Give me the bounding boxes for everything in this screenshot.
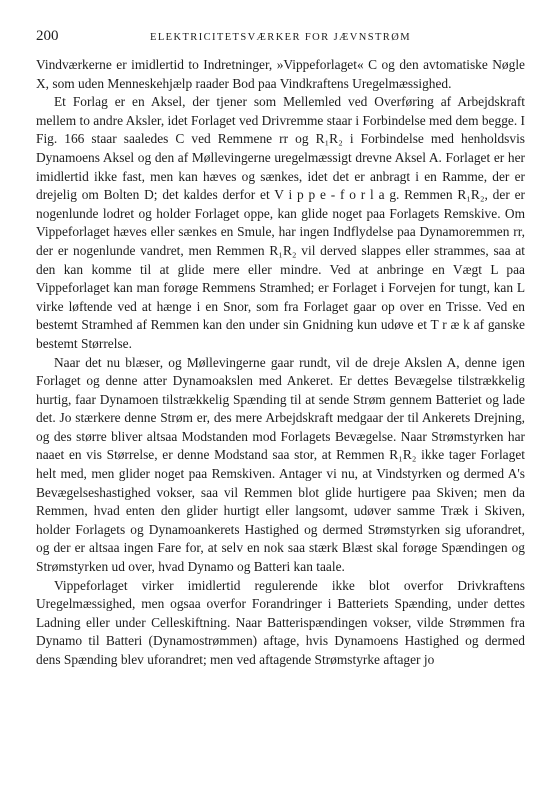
running-head: ELEKTRICITETSVÆRKER FOR JÆVNSTRØM	[150, 32, 411, 43]
paragraph: Naar det nu blæser, og Møllevingerne gaar rundt, vil de dreje Akslen A, denne igen Forlaget og denne atter Dynamoakslen med Ankeret. Er dettes Bevægelse tilstrækkelig hurtig, faar Dynamoen tilstrækkelig Spænding til at sende Strøm gennem Batteriet og lade det. Jo stærkere denne Strøm er, des mere Arbejdskraft medgaar der til Ankerets Drejning, og des større bliver altsaa Modstanden mod Forlagets Bevægelse. Naar Strømstyrken har naaet en vis Størrelse, er denne Modstand saa stor, at Remmen R₁R₂ ikke tager Forlaget helt med, men glider noget paa Remskiven. Antager vi nu, at Vindstyrken og dermed A's Bevægelseshastighed vokser, saa vil Remmen blot glide hurtigere paa Skiven; men da Remmen, hvad enten den glider hurtigt eller langsomt, udøver samme Træk i Skiven, holder Forlagets og Dynamoankerets Hastighed og dermed Strømstyrken sig uforandret, og der er altsaa ingen Fare for, at selv en nok saa stærk Blæst skal forøge Spændingen og Strømstyrken ud over, hvad Dynamo og Batteri kan taale.	[36, 354, 525, 575]
body-text	[36, 56, 525, 670]
paragraph: Et Forlag er en Aksel, der tjener som Mellemled ved Overføring af Arbejdskraft mellem to andre Aksler, idet Forlaget ved Drivremme staar i Forbindelse med dem begge. I Fig. 166 staar saaledes C ved Remmene rr og R₁R₂ i Forbindelse med henholdsvis Dynamoens Aksel og den af Møllevingerne uregelmæssigt drevne Aksel A. Forlaget er her imidlertid ikke fast, men kan hæves og sænkes, idet det er anbragt i en Ramme, der er drejelig om Bolten D; det kaldes derfor et V i p p e - f o r l a g. Remmen R₁R₂, der er nogenlunde lodret og holder Forlaget oppe, kan glide noget paa Forlagets Remskive. Om Vippeforlaget hæves eller sænkes en Smule, har ingen Indflydelse paa Dynamoremmen rr, der er nogenlunde vandret, men Remmen R₁R₂ vil derved slappes eller strammes, saa at den kan komme til at glide mere eller mindre. Ved at anbringe en Vægt L paa Vippeforlaget kan man forøge Remmens Stramhed; er Forlaget i Forvejen for tungt, kan L virke løftende ved at hænge i en Snor, som fra Forlaget gaar op over en Trisse. Ved en bestemt Stramhed af Remmen kan den under sin Gnidning kun udøve et T r æ k af ganske bestemt Størrelse.	[36, 94, 525, 351]
page-header	[36, 28, 525, 50]
paragraph: Vindværkerne er imidlertid to Indretninger, »Vippeforlaget« C og den avtomatiske Nøgle X, som uden Menneskehjælp raader Bod paa Vindkraftens Uregelmæssighed.	[36, 57, 525, 91]
page-number: 200	[36, 28, 59, 44]
paragraph: Vippeforlaget virker imidlertid regulerende ikke blot overfor Drivkraftens Uregelmæssighed, men ogsaa overfor Forandringer i Batteriets Spænding, under dettes Ladning eller under Celleskiftning. Naar Batterispændingen vokser, vilde Strømmen fra Dynamo til Batteri (Dynamostrømmen) aftage, hvis Dynamoens Hastighed og dermed dens Spænding blev uforandret; men ved aftagende Strømstyrke aftager jo	[36, 577, 525, 667]
